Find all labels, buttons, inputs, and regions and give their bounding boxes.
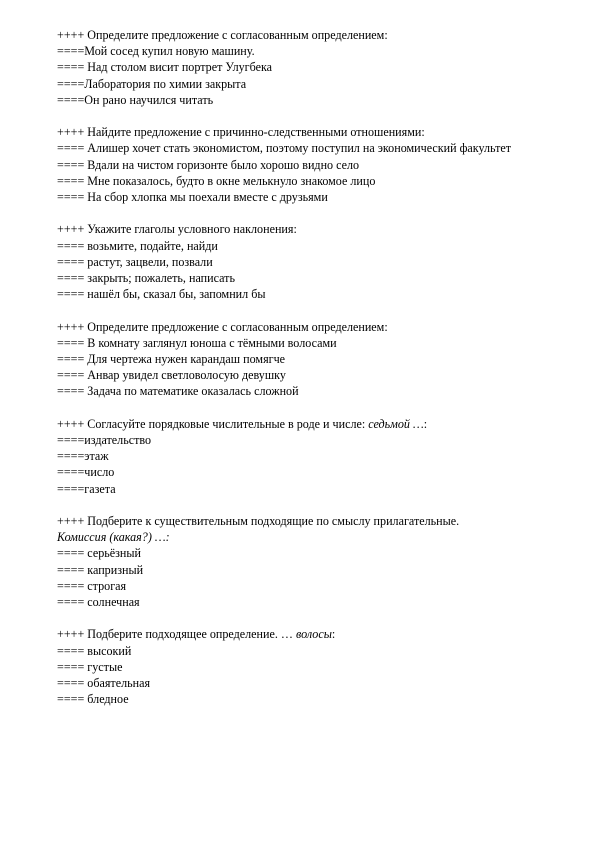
answer-option: ==== На сбор хлопка мы поехали вместе с друзьями	[57, 190, 328, 205]
answer-option: ====Он рано научился читать	[57, 92, 214, 107]
answer-option: ==== растут, зацвели, позвали	[57, 254, 213, 269]
answer-option: ==== строгая	[57, 578, 127, 593]
answer-option: ==== Для чертежа нужен карандаш помягче	[57, 352, 286, 367]
answer-option: ==== обаятельная	[57, 676, 151, 691]
stem-italic-word: седьмой …	[368, 416, 424, 431]
stem-italic-phrase: Комиссия (какая?) …:	[57, 530, 170, 545]
answer-option: ====газета	[57, 481, 116, 496]
answer-option: ==== бледное	[57, 692, 129, 707]
stem-italic-word: волосы	[296, 627, 332, 642]
question-5	[57, 416, 537, 497]
answer-option: ====число	[57, 465, 115, 480]
question-2	[57, 124, 537, 205]
question-stem: ++++ Укажите глаголы условного наклонения:	[57, 222, 297, 237]
answer-option: ==== высокий	[57, 643, 132, 658]
answer-option: ==== густые	[57, 659, 123, 674]
answer-option: ====Лаборатория по химии закрыта	[57, 76, 247, 91]
test-document	[57, 27, 537, 724]
answer-option: ==== закрыть; пожалеть, написать	[57, 271, 235, 286]
answer-option: ==== Над столом висит портрет Улугбека	[57, 60, 273, 75]
question-stem	[57, 626, 537, 642]
answer-option: ==== серьёзный	[57, 546, 141, 561]
stem-text: ++++ Подберите подходящее определение. …	[57, 627, 297, 642]
question-stem: ++++ Определите предложение с согласованным определением:	[57, 28, 388, 42]
question-3	[57, 221, 537, 302]
answer-option: ==== Вдали на чистом горизонте было хорошо видно село	[57, 157, 360, 172]
answer-option: ==== Задача по математике оказалась сложной	[57, 384, 299, 399]
answer-option: ==== нашёл бы, сказал бы, запомнил бы	[57, 287, 266, 302]
question-stem: ++++ Определите предложение с согласованным определением:	[57, 319, 388, 334]
answer-option: ==== солнечная	[57, 595, 140, 610]
answer-option: ====издательство	[57, 433, 152, 448]
question-stem: ++++ Найдите предложение с причинно-следственными отношениями:	[57, 125, 425, 140]
stem-text-end: :	[423, 416, 428, 431]
question-stem-italic-line	[57, 529, 537, 545]
question-4	[57, 319, 537, 400]
answer-option: ====Мой сосед купил новую машину.	[57, 44, 255, 59]
answer-option: ==== возьмите, подайте, найди	[57, 238, 218, 253]
question-stem	[57, 416, 537, 432]
answer-option: ==== Алишер хочет стать экономистом, поэтому поступил на экономический факультет	[57, 141, 512, 156]
stem-text-end: :	[331, 627, 336, 642]
question-1	[57, 27, 537, 108]
answer-option: ==== Мне показалось, будто в окне мелькнуло знакомое лицо	[57, 173, 376, 188]
stem-text: ++++ Согласуйте порядковые числительные в роде и числе:	[57, 416, 369, 431]
question-6	[57, 513, 537, 610]
answer-option: ====этаж	[57, 449, 109, 464]
answer-option: ==== Анвар увидел светловолосую девушку	[57, 368, 286, 383]
question-stem: ++++ Подберите к существительным подходящие по смыслу прилагательные.	[57, 514, 460, 529]
question-7	[57, 626, 537, 707]
answer-option: ==== В комнату заглянул юноша с тёмными волосами	[57, 335, 337, 350]
answer-option: ==== капризный	[57, 562, 144, 577]
